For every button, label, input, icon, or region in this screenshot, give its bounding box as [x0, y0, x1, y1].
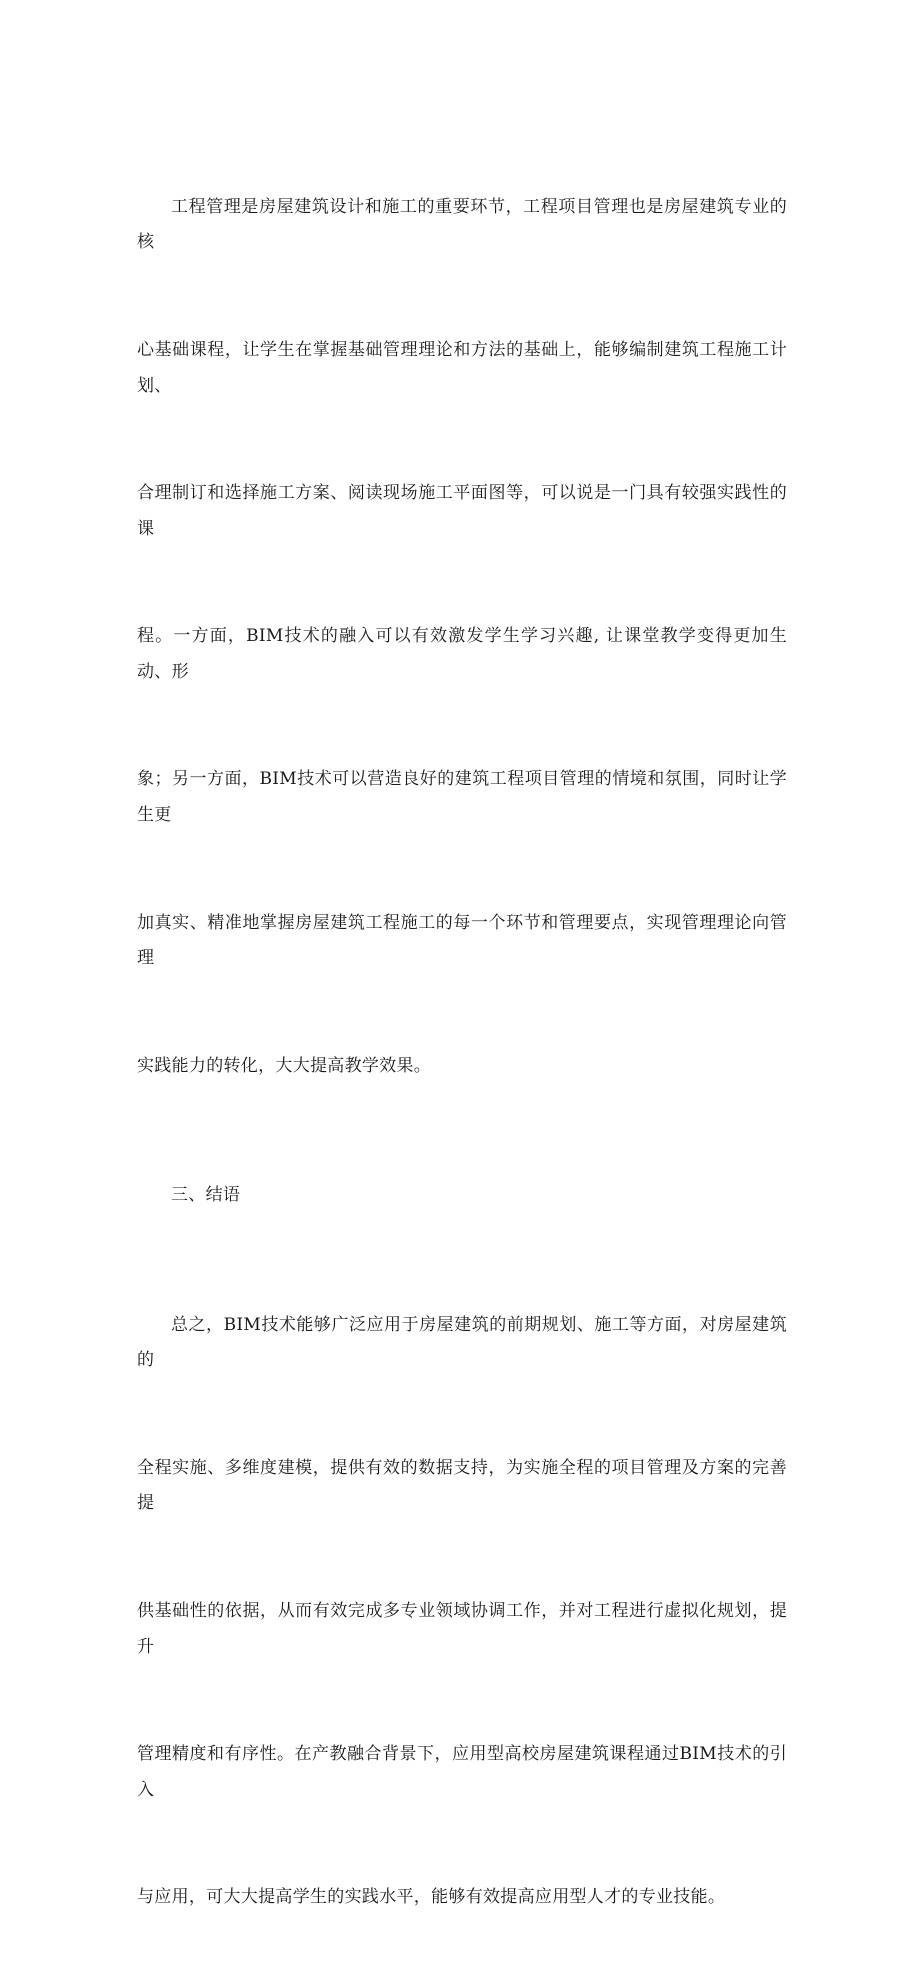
paragraph-line: 工程管理是房屋建筑设计和施工的重要环节，工程项目管理也是房屋建筑专业的核 — [137, 196, 787, 253]
paragraph-line: 程。一方面，BIM技术的融入可以有效激发学生学习兴趣, 让课堂教学变得更加生动、形 — [137, 626, 787, 682]
paragraph-line: 总之，BIM技术能够广泛应用于房屋建筑的前期规划、施工等方面，对房屋建筑的 — [137, 1314, 787, 1371]
paragraph-line: 与应用，可大大提高学生的实践水平，能够有效提高应用型人才的专业技能。 — [137, 1887, 726, 1908]
paragraph-line: 全程实施、多维度建模，提供有效的数据支持，为实施全程的项目管理及方案的完善提 — [137, 1457, 787, 1514]
section-heading-conclusion: 三、结语 — [171, 1185, 241, 1206]
paragraph-line: 合理制订和选择施工方案、阅读现场施工平面图等，可以说是一门具有较强实践性的课 — [137, 482, 787, 539]
document-body — [137, 118, 787, 1988]
paragraph-line: 供基础性的依据，从而有效完成多专业领域协调工作，并对工程进行虚拟化规划，提升 — [137, 1600, 787, 1657]
paragraph-line: 实践能力的转化，大大提高教学效果。 — [137, 1055, 432, 1076]
paragraph-line: 象；另一方面，BIM技术可以营造良好的建筑工程项目管理的情境和氛围，同时让学生更 — [137, 769, 787, 826]
paragraph-line: 加真实、精准地掌握房屋建筑工程施工的每一个环节和管理要点，实现管理理论向管理 — [137, 912, 787, 969]
paragraph-conclusion — [137, 1236, 787, 1988]
paragraph-line: 管理精度和有序性。在产教融合背景下，应用型高校房屋建筑课程通过BIM技术的引入 — [137, 1744, 787, 1800]
paragraph-line: 心基础课程，让学生在掌握基础管理理论和方法的基础上，能够编制建筑工程施工计划、 — [137, 339, 787, 396]
paragraph-bim-teaching — [137, 118, 787, 1156]
